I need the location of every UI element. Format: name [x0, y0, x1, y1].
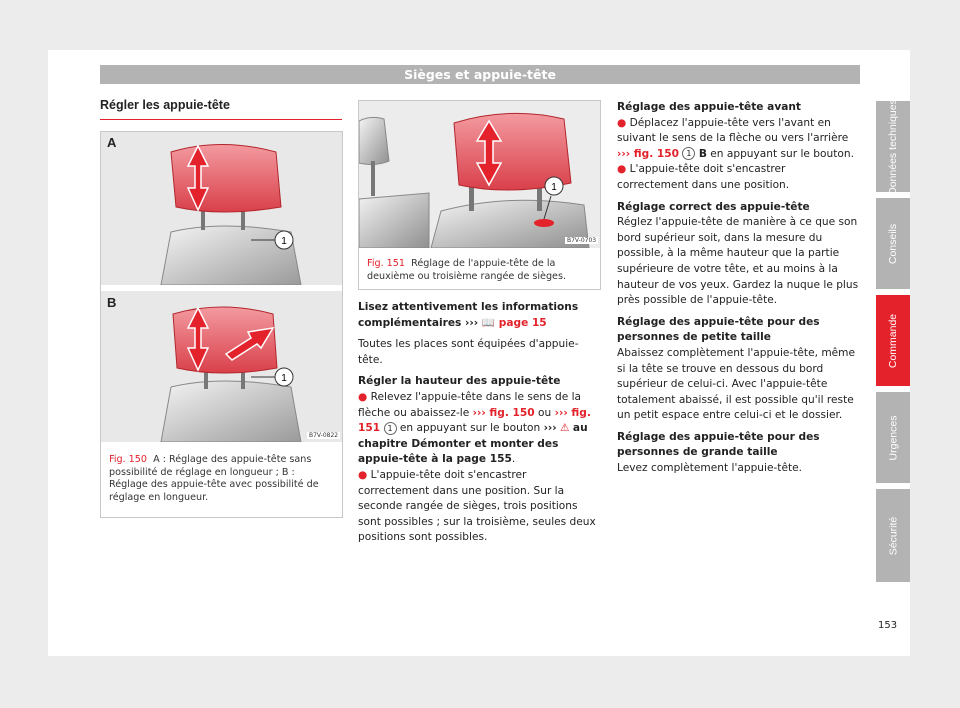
bullet-icon: ● [358, 390, 368, 403]
bullet-item: ● Déplacez l'appuie-tête vers l'avant en suivant le sens de la flèche ou vers l'arrière ››› fig. 150 1 B en appuyant sur le bouton. [617, 116, 854, 160]
chapter-header: Sièges et appuie-tête [100, 65, 860, 84]
figure-150-caption [109, 454, 335, 504]
subheading: Réglage des appuie-tête avant [617, 101, 801, 113]
figure-151 [358, 100, 601, 290]
figure-code: B7V-0703 [567, 237, 597, 244]
page-number: 153 [878, 620, 898, 631]
figure-code: B7V-0822 [309, 432, 339, 439]
bullet-item: ● L'appuie-tête doit s'encastrer correctement dans une position. [617, 163, 790, 191]
svg-text:1: 1 [281, 236, 287, 247]
title-rule [100, 119, 342, 120]
paragraph: Toutes les places sont équipées d'appuie-tête. [358, 338, 579, 366]
subheading: Réglage correct des appuie-tête [617, 200, 810, 213]
headrest-illustration-150 [101, 132, 342, 442]
caption-text: Réglage de l'appuie-tête de la deuxième ou troisième rangée de sièges. [367, 258, 567, 282]
tab-securite[interactable]: Sécurité [876, 489, 910, 582]
svg-text:1: 1 [551, 182, 557, 193]
subheading: Réglage des appuie-tête pour des personnes de petite taille [617, 315, 820, 344]
link-fig-150[interactable]: ››› fig. 150 [472, 406, 535, 419]
warning-icon: ⚠ [560, 422, 570, 435]
figure-number: Fig. 151 [367, 258, 405, 269]
tab-urgences[interactable]: Urgences [876, 392, 910, 483]
link-page-15[interactable]: page 15 [498, 316, 547, 329]
link-fig-150[interactable]: ››› fig. 150 [617, 147, 680, 160]
figure-number: Fig. 150 [109, 454, 147, 465]
book-icon: 📖 [481, 316, 496, 329]
subheading: Régler la hauteur des appuie-tête [358, 375, 561, 388]
paragraph: Abaissez complètement l'appuie-tête, même si la tête se trouve en dessous du bord supérieur de celui-ci. Avec l'appuie-tête totalement abaissé, il est possible qu'il reste un petit espace entre celui-ci et le dossier. [617, 346, 855, 422]
bullet-item: ● L'appuie-tête doit s'encastrer correctement dans une position. Sur la seconde rangée de sièges, trois positions sont possibles ; sur la troisième, seules deux positions sont possibles. [358, 468, 596, 544]
headrest-illustration-151 [359, 101, 600, 248]
figure-150 [100, 131, 343, 518]
tab-commande[interactable]: Commande [876, 295, 910, 386]
tab-conseils[interactable]: Conseils [876, 198, 910, 289]
figure-label-a: A [107, 135, 117, 150]
svg-text:1: 1 [281, 373, 287, 384]
callout-badge: 1 [682, 147, 695, 160]
section-title: Régler les appuie-tête [100, 98, 230, 112]
bullet-icon: ● [617, 116, 627, 129]
bullet-item: ● Relevez l'appuie-tête dans le sens de la flèche ou abaissez-le ››› fig. 150 ou ››› fig. 151 1 en appuyant sur le bouton ››› ⚠ au chapitre Démonter et monter des appuie-tête à la page 155. [358, 390, 591, 466]
text-column-middle [358, 300, 601, 546]
figure-151-caption [367, 258, 593, 283]
bullet-icon: ● [358, 468, 368, 481]
tab-donnees-techniques[interactable]: Données techniques [876, 101, 910, 192]
paragraph: Levez complètement l'appuie-tête. [617, 462, 803, 475]
caption-text: A : Réglage des appuie-tête sans possibilité de réglage en longueur ; B : Réglage des appuie-tête avec possibilité de réglage en longueur. [109, 454, 319, 503]
subheading: Réglage des appuie-tête pour des personnes de grande taille [617, 430, 820, 459]
intro-paragraph: Lisez attentivement les informations complémentaires ››› 📖 page 15 [358, 301, 579, 329]
paragraph: Réglez l'appuie-tête de manière à ce que son bord supérieur soit, dans la mesure du possible, à la même hauteur que la partie supérieure de votre tête, et au moins à la hauteur de vos yeux. Gardez la nuque le plus près possible de l'appuie-tête. [617, 216, 859, 307]
figure-label-b: B [107, 295, 117, 310]
text-column-right [617, 100, 860, 477]
bullet-icon: ● [617, 163, 627, 176]
callout-badge: 1 [384, 422, 397, 435]
link-fig-151[interactable]: ››› fig. 151 [358, 406, 591, 435]
